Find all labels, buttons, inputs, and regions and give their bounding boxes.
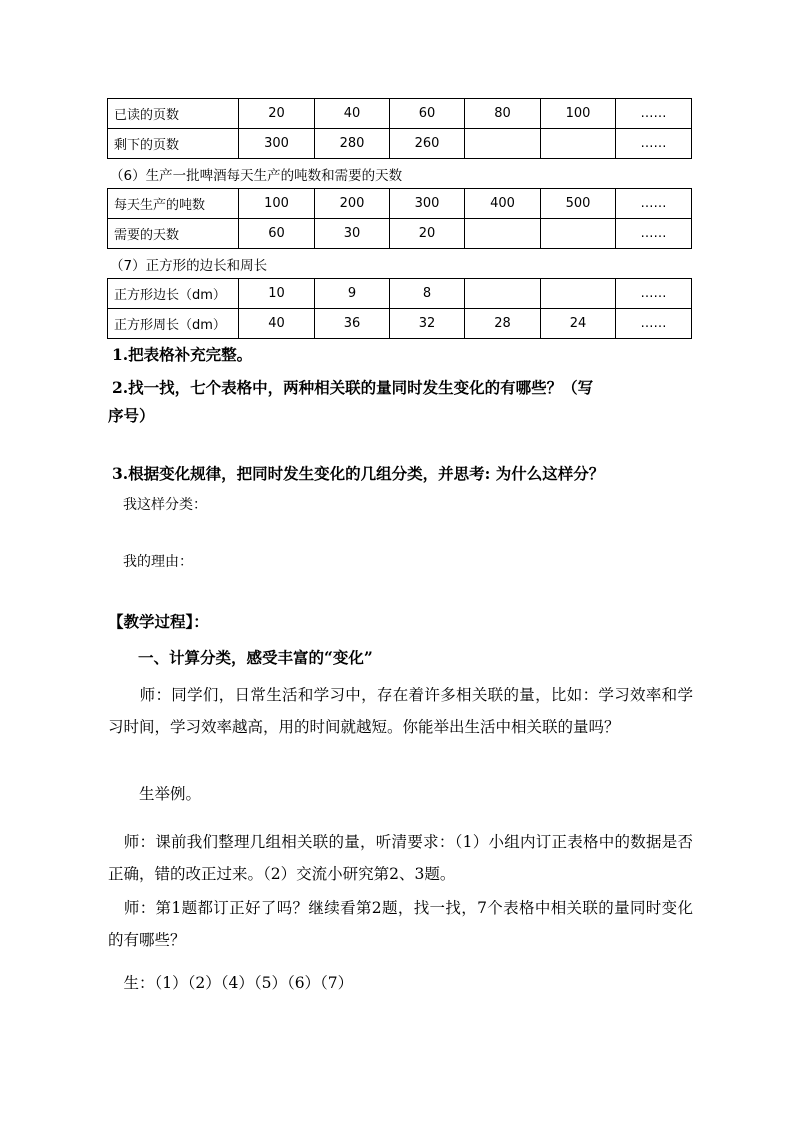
row-label: 正方形周长（dm）: [108, 309, 239, 339]
row-label: 需要的天数: [108, 219, 239, 249]
table-cell: 8: [390, 279, 465, 309]
row-label: 每天生产的吨数: [108, 189, 239, 219]
table-cell: 260: [390, 129, 465, 159]
paragraph-student-example: 生举例。: [108, 785, 202, 803]
question-1: 1.把表格补充完整。: [112, 345, 253, 364]
table-cell: 60: [239, 219, 315, 249]
table-cell: [465, 219, 541, 249]
table-cell: 9: [315, 279, 390, 309]
table-cell: 300: [239, 129, 315, 159]
table-row: [108, 99, 692, 129]
question-3: 3.根据变化规律，把同时发生变化的几组分类，并思考: 为什么这样分？: [112, 464, 605, 483]
paragraph-student-answer: 生：（1）（2）（4）（5）（6）（7）: [108, 974, 354, 992]
table-cell: ……: [616, 219, 692, 249]
table-cell: 60: [390, 99, 465, 129]
table-cell: 100: [541, 99, 616, 129]
table-cell: ……: [616, 99, 692, 129]
table-row: [108, 279, 692, 309]
table-cell: 28: [465, 309, 541, 339]
table-cell: 100: [239, 189, 315, 219]
table-cell: [465, 129, 541, 159]
table-cell: ……: [616, 309, 692, 339]
row-label: 已读的页数: [108, 99, 239, 129]
table-cell: [541, 129, 616, 159]
table-row: [108, 129, 692, 159]
paragraph-teacher-intro: 师：同学们，日常生活和学习中，存在着许多相关联的量，比如：学习效率和学习时间，学习效率越高，用的时间就越短。你能举出生活中相关联的量吗？: [108, 686, 693, 736]
table-row: [108, 189, 692, 219]
table-pages-read: [107, 98, 692, 159]
table-cell: 300: [390, 189, 465, 219]
section-title: 【教学过程】：: [108, 612, 209, 631]
caption-table-6: （6）生产一批啤酒每天生产的吨数和需要的天数: [110, 168, 403, 184]
caption-table-7: （7）正方形的边长和周长: [110, 258, 268, 274]
table-cell: 40: [315, 99, 390, 129]
table-cell: 20: [239, 99, 315, 129]
table-cell: 280: [315, 129, 390, 159]
row-label: 正方形边长（dm）: [108, 279, 239, 309]
table-cell: 500: [541, 189, 616, 219]
paragraph-teacher-question: 师：第1题都订正好了吗？继续看第2题，找一找，7个表格中相关联的量同时变化的有哪些？: [108, 899, 693, 949]
table-cell: ……: [616, 129, 692, 159]
table-cell: [541, 279, 616, 309]
table-cell: 10: [239, 279, 315, 309]
reason-label: 我的理由：: [123, 554, 193, 570]
table-cell: 40: [239, 309, 315, 339]
table-cell: ……: [616, 189, 692, 219]
table-cell: [541, 219, 616, 249]
paragraph-teacher-requirements: 师：课前我们整理几组相关联的量，听清要求：（1）小组内订正表格中的数据是否正确，错的改正过来。（2）交流小研究第2、3题。: [108, 833, 693, 883]
table-cell: ……: [616, 279, 692, 309]
table-cell: 30: [315, 219, 390, 249]
table-cell: 400: [465, 189, 541, 219]
subheading: 一、计算分类，感受丰富的“变化”: [138, 648, 373, 667]
question-2-continued: 序号）: [108, 406, 155, 425]
table-cell: 24: [541, 309, 616, 339]
table-cell: 36: [315, 309, 390, 339]
question-2: 2.找一找，七个表格中，两种相关联的量同时发生变化的有哪些？（写: [112, 378, 594, 397]
table-row: [108, 219, 692, 249]
classify-label: 我这样分类：: [123, 497, 207, 513]
table-cell: 20: [390, 219, 465, 249]
row-label: 剩下的页数: [108, 129, 239, 159]
table-square: [107, 278, 692, 339]
table-cell: 32: [390, 309, 465, 339]
table-row: [108, 309, 692, 339]
table-cell: [465, 279, 541, 309]
table-cell: 200: [315, 189, 390, 219]
table-beer-production: [107, 188, 692, 249]
table-cell: 80: [465, 99, 541, 129]
